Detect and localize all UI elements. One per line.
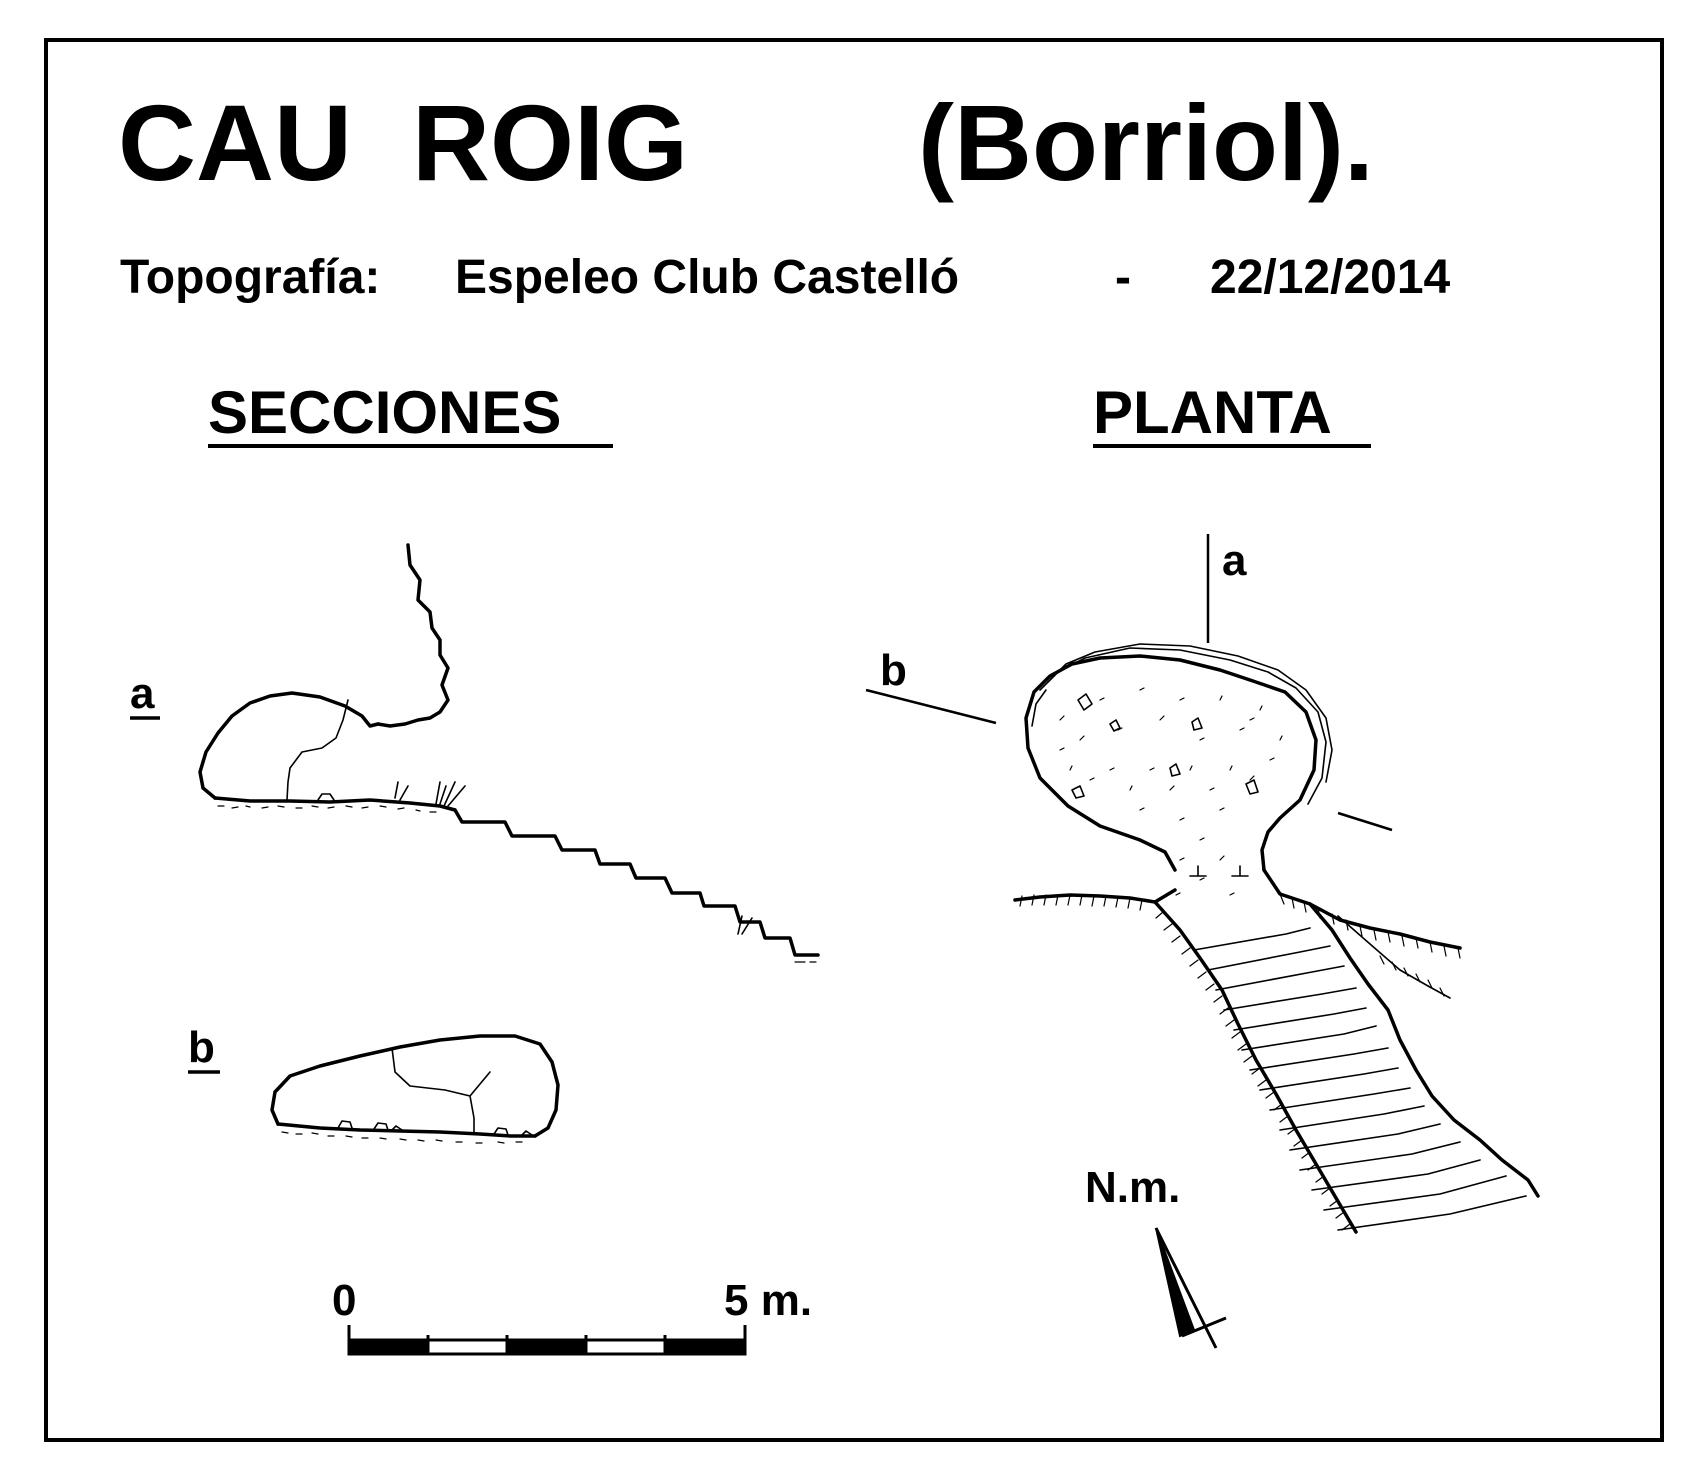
section-a-surface (378, 545, 448, 726)
plan-cut-b-line-end (1338, 813, 1392, 830)
plan-slope-right-wall (1310, 904, 1538, 1196)
survey-author: Espeleo Club Castelló (455, 251, 960, 304)
survey-date: 22/12/2014 (1210, 251, 1451, 304)
cave-name: CAU ROIG (118, 82, 689, 203)
plan-view (866, 534, 1538, 1348)
section-a-slope (455, 810, 818, 955)
sheet-border (46, 40, 1662, 1440)
plan-cut-a-label: a (1222, 536, 1247, 585)
scale-bar-segment-1 (349, 1340, 428, 1354)
section-a-floor (215, 798, 455, 810)
scale-bar-end: 5 m. (724, 1276, 813, 1325)
municipality: (Borriol). (918, 82, 1374, 203)
plan-chamber-outline (1026, 656, 1316, 870)
section-a-floor-stipple (218, 806, 436, 812)
plan-entrance-left (1015, 890, 1175, 902)
north-arrow (1156, 1228, 1226, 1348)
section-a (130, 545, 818, 962)
plan-cut-b-label: b (880, 646, 907, 695)
north-label: N.m. (1085, 1163, 1181, 1212)
scale-bar-start: 0 (332, 1276, 357, 1325)
survey-label: Topografía: (120, 251, 381, 304)
section-b-label: b (188, 1023, 215, 1072)
plan-heading: PLANTA (1093, 379, 1332, 446)
section-a-outline (200, 693, 378, 798)
scale-bar (332, 1276, 812, 1354)
section-b (188, 1023, 558, 1143)
credits-separator: - (1115, 251, 1131, 304)
scale-bar-segment-3 (507, 1340, 586, 1354)
section-a-label: a (130, 669, 155, 718)
sections-heading: SECCIONES (208, 379, 562, 446)
scale-bar-segment-5 (665, 1340, 745, 1354)
